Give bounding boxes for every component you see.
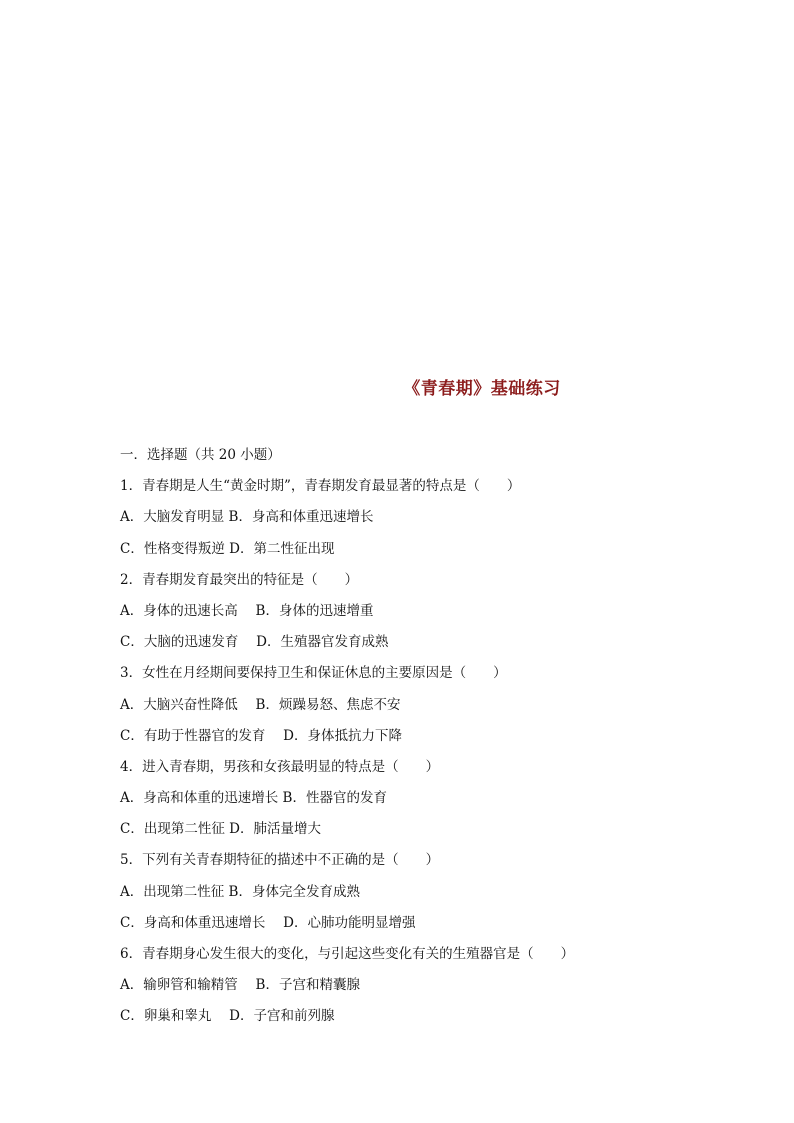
question-options: A．出现第二性征 B．身体完全发育成熟: [120, 883, 360, 900]
question-stem: 2．青春期发育最突出的特征是（ ）: [120, 571, 359, 588]
question-stem: 5．下列有关青春期特征的描述中不正确的是（ ）: [120, 852, 440, 869]
question-stem: 1．青春期是人生“黄金时期”，青春期发育最显著的特点是（ ）: [120, 478, 521, 495]
question-stem: 4．进入青春期，男孩和女孩最明显的特点是（ ）: [120, 758, 440, 775]
document-body: [120, 445, 740, 1038]
question-options: C．身高和体重迅速增长 D．心肺功能明显增强: [120, 914, 416, 931]
question-stem: 6．青春期身心发生很大的变化，与引起这些变化有关的生殖器官是（ ）: [120, 946, 575, 962]
document-title: 《青春期》基础练习: [403, 379, 561, 399]
question-stem: 3．女性在月经期间要保持卫生和保证休息的主要原因是（ ）: [120, 665, 507, 682]
question-options: C．卵巢和睾丸 D．子宫和前列腺: [120, 1008, 335, 1025]
question-options: C．出现第二性征 D．肺活量增大: [120, 821, 321, 838]
question-options: A．身高和体重的迅速增长 B．性器官的发育: [120, 790, 387, 807]
question-options: A．大脑发育明显 B．身高和体重迅速增长: [120, 509, 374, 526]
question-options: C．大脑的迅速发育 D．生殖器官发育成熟: [120, 634, 389, 651]
question-options: A．大脑兴奋性降低 B．烦躁易怒、焦虑不安: [120, 696, 401, 713]
question-options: A．身体的迅速长高 B．身体的迅速增重: [120, 602, 374, 619]
section-heading: 一．选择题（共 20 小题）: [120, 447, 281, 463]
question-options: C．性格变得叛逆 D．第二性征出现: [120, 540, 335, 557]
question-options: A．输卵管和输精管 B．子宫和精囊腺: [120, 977, 360, 994]
question-options: C．有助于性器官的发育 D．身体抵抗力下降: [120, 727, 402, 744]
